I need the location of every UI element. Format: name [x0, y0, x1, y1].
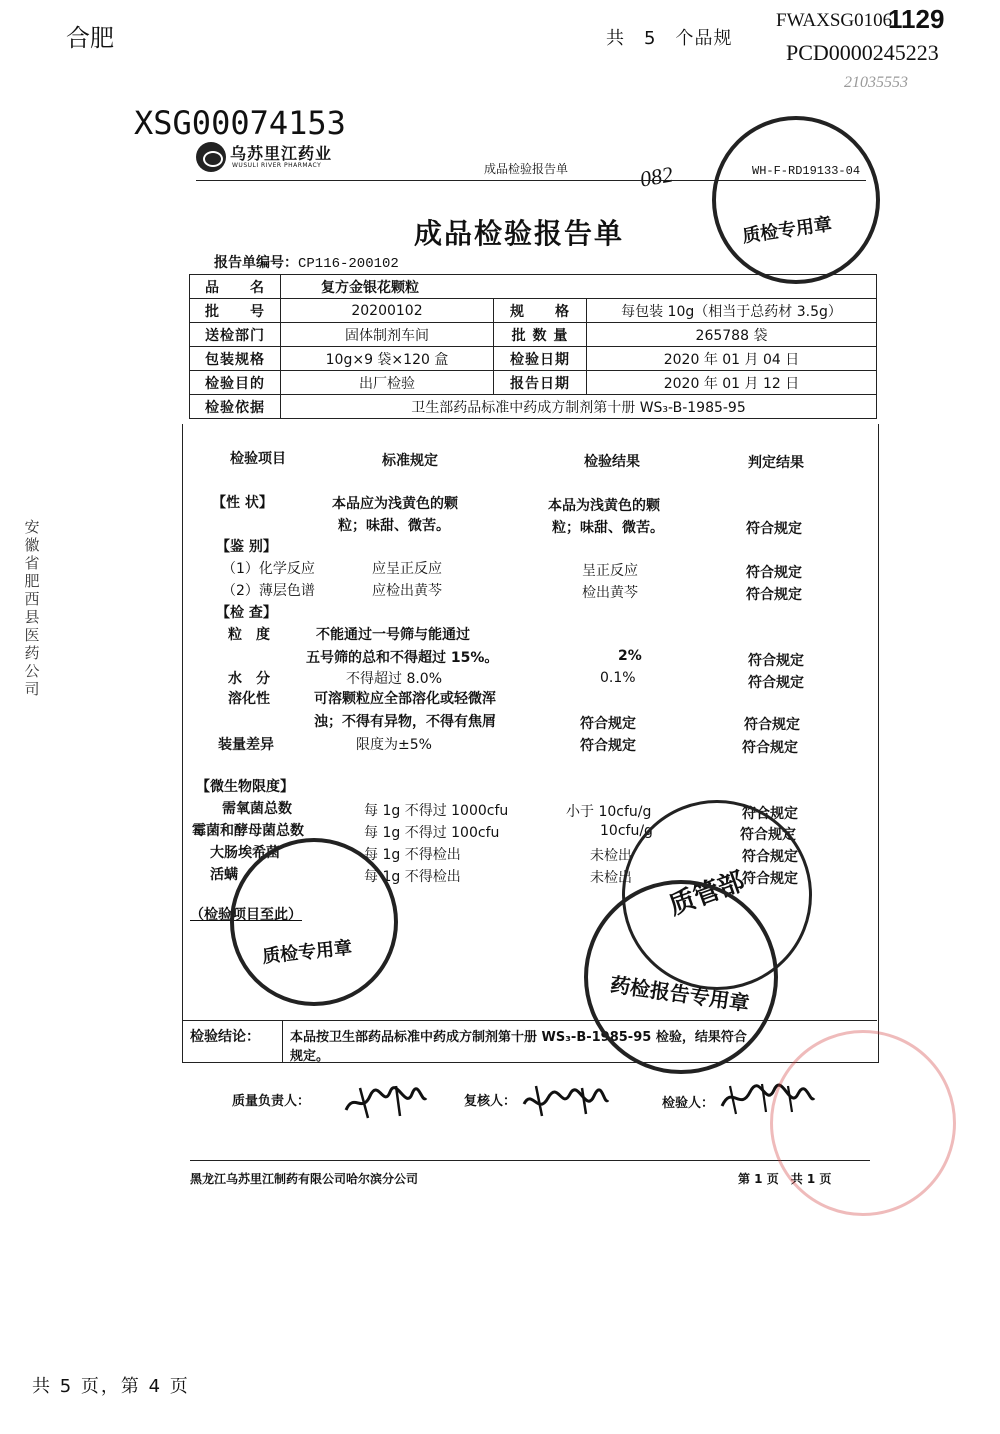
fill-result: 符合规定: [580, 738, 636, 754]
character-judgment: 符合规定: [746, 521, 802, 537]
test-report-seal-text: 药检报告专用章: [608, 972, 751, 1016]
water-item: 水 分: [228, 671, 270, 687]
character-result: 本品为浅黄色的颗: [548, 498, 660, 514]
aerobic-result: 小于 10cfu/g: [566, 804, 652, 820]
report-number: CP116-200102: [298, 256, 399, 272]
mite-item: 活螨: [210, 867, 238, 883]
test-date-value: 2020 年 01 月 04 日: [587, 347, 877, 371]
company-logo: [196, 140, 346, 174]
qc-seal-top: [712, 116, 880, 284]
conclusion-label: 检验结论：: [190, 1029, 260, 1045]
table-row: [190, 395, 877, 419]
col-item-header: 检验项目: [230, 451, 286, 467]
ecoli-result: 未检出: [590, 848, 632, 864]
table-row: [190, 323, 877, 347]
conclusion-divider: [182, 1020, 877, 1021]
report-number-label: 报告单编号：: [214, 255, 298, 271]
col-result-header: 检验结果: [584, 454, 640, 470]
solubility-standard: 可溶颗粒应全部溶化或轻微浑: [314, 691, 496, 707]
manufacturer-name: 黑龙江乌苏里江制药有限公司哈尔滨分公司: [190, 1172, 419, 1186]
granule-result: 2%: [618, 648, 642, 664]
ident2-judgment: 符合规定: [746, 587, 802, 603]
code-number: 1129: [888, 4, 945, 34]
qc-seal-bottom-text: 质检专用章: [261, 937, 354, 968]
fill-judgment: 符合规定: [742, 740, 798, 756]
form-small-title: 成品检验报告单: [484, 162, 569, 176]
identification-heading: 【鉴 别】: [216, 539, 277, 555]
form-code: WH-F-RD19133-04: [752, 164, 861, 178]
dept-label: 送检部门: [190, 323, 281, 347]
side-company-text: 安徽省肥西县医药公司: [24, 518, 40, 698]
conclusion-separator: [282, 1020, 283, 1062]
inspector-label: 检验人：: [662, 1096, 715, 1111]
basis-label: 检验依据: [190, 395, 281, 419]
ident1-judgment: 符合规定: [746, 565, 802, 581]
batch-label: 批 号: [190, 299, 281, 323]
logo-name-en: WUSULI RIVER PHARMACY: [232, 162, 322, 169]
sheet-page-number: 第 1 页 共 1 页: [738, 1172, 832, 1186]
solubility-standard-cont: 浊；不得有异物，不得有焦屑: [314, 714, 496, 730]
check-heading: 【检 查】: [216, 605, 277, 621]
purpose-label: 检验目的: [190, 371, 281, 395]
pcd-code: PCD0000245223: [786, 40, 939, 65]
ecoli-item: 大肠埃希菌: [210, 845, 280, 861]
qc-seal-top-text: 质检专用章: [741, 213, 834, 248]
city-label: 合肥: [66, 24, 114, 52]
logo-name-cn: 乌苏里江药业: [230, 144, 333, 163]
mite-judgment: 符合规定: [742, 871, 798, 887]
end-of-items-note: （检验项目至此）: [190, 907, 302, 923]
ident1-standard: 应呈正反应: [372, 561, 442, 577]
mite-standard: 每 1g 不得检出: [364, 869, 461, 885]
fill-standard: 限度为±5%: [356, 737, 432, 753]
table-row: [190, 371, 877, 395]
basis-value: 卫生部药品标准中药成方制剂第十册 WS₃-B-1985-95: [281, 395, 877, 419]
mold-judgment: 符合规定: [740, 827, 796, 843]
solubility-item: 溶化性: [228, 691, 270, 707]
aerobic-standard: 每 1g 不得过 1000cfu: [364, 803, 509, 819]
aerobic-item: 需氧菌总数: [222, 801, 292, 817]
qa-department-text: 质管部: [665, 866, 749, 922]
reviewer-label: 复核人：: [464, 1094, 517, 1109]
ident1-item: （1）化学反应: [222, 561, 315, 577]
handwritten-number: 082: [637, 161, 675, 192]
report-date-value: 2020 年 01 月 12 日: [587, 371, 877, 395]
conclusion-text-cont: 规定。: [290, 1049, 330, 1064]
mold-result: 10cfu/g: [600, 823, 653, 839]
ident2-standard: 应检出黄芩: [372, 583, 442, 599]
pack-label: 包装规格: [190, 347, 281, 371]
pack-value: 10g×9 袋×120 盒: [281, 347, 494, 371]
water-judgment: 符合规定: [748, 675, 804, 691]
document-code: XSG00074153: [134, 104, 346, 142]
character-standard: 本品应为浅黄色的颗: [332, 496, 458, 512]
qty-value: 265788 袋: [587, 323, 877, 347]
microbial-heading: 【微生物限度】: [196, 779, 294, 795]
conclusion-text: 本品按卫生部药品标准中药成方制剂第十册 WS₃-B-1985-95 检验，结果符合: [290, 1030, 747, 1045]
ecoli-judgment: 符合规定: [742, 849, 798, 865]
sheet-footer-divider: [190, 1160, 870, 1161]
character-result-cont: 粒；味甜、微苦。: [552, 520, 664, 536]
report-date-label: 报告日期: [494, 371, 587, 395]
granule-standard-cont: 五号筛的总和不得超过 15%。: [306, 650, 499, 666]
ident1-result: 呈正反应: [582, 563, 638, 579]
ident2-result: 检出黄芩: [582, 585, 638, 601]
qty-label: 批 数 量: [494, 323, 587, 347]
table-row: [190, 299, 877, 323]
quality-manager-label: 质量负责人：: [232, 1094, 311, 1109]
batch-value: 20200102: [281, 299, 494, 323]
spec-value: 每包装 10g（相当于总药材 3.5g）: [587, 299, 877, 323]
granule-judgment: 符合规定: [748, 653, 804, 669]
solubility-judgment: 符合规定: [744, 717, 800, 733]
spec-label: 规 格: [494, 299, 587, 323]
test-report-seal: [584, 880, 778, 1074]
report-number-line: [214, 252, 399, 272]
character-heading: 【性 状】: [212, 495, 273, 511]
table-row: [190, 347, 877, 371]
mite-result: 未检出: [590, 870, 632, 886]
granule-item: 粒 度: [228, 627, 270, 643]
product-label: 品 名: [190, 275, 281, 299]
faded-red-seal: [770, 1030, 956, 1216]
water-standard: 不得超过 8.0%: [346, 671, 443, 687]
mold-item: 霉菌和酵母菌总数: [192, 823, 304, 839]
aerobic-judgment: 符合规定: [742, 806, 798, 822]
ecoli-standard: 每 1g 不得检出: [364, 847, 461, 863]
code-prefix: FWAXSG0106: [776, 10, 893, 31]
product-name: 复方金银花颗粒: [281, 275, 877, 299]
handwritten-note: 21035553: [844, 74, 908, 91]
quality-manager-signature: [340, 1080, 430, 1120]
info-table: [189, 274, 877, 419]
character-standard-cont: 粒；味甜、微苦。: [338, 518, 450, 534]
dept-value: 固体制剂车间: [281, 323, 494, 347]
qc-seal-bottom: [230, 838, 398, 1006]
ident2-item: （2）薄层色谱: [222, 583, 315, 599]
solubility-result: 符合规定: [580, 716, 636, 732]
mold-standard: 每 1g 不得过 100cfu: [364, 825, 500, 841]
purpose-value: 出厂检验: [281, 371, 494, 395]
col-standard-header: 标准规定: [382, 453, 438, 469]
granule-standard: 不能通过一号筛与能通过: [316, 627, 470, 643]
test-date-label: 检验日期: [494, 347, 587, 371]
logo-icon: [196, 142, 226, 172]
reviewer-signature: [520, 1080, 610, 1120]
fill-item: 装量差异: [218, 737, 274, 753]
water-result: 0.1%: [600, 670, 636, 686]
page-footer: 共 5 页，第 4 页: [32, 1376, 190, 1397]
spec-count: 共 5 个品规: [606, 28, 733, 49]
report-title: 成品检验报告单: [414, 217, 625, 250]
col-judgment-header: 判定结果: [748, 455, 804, 471]
